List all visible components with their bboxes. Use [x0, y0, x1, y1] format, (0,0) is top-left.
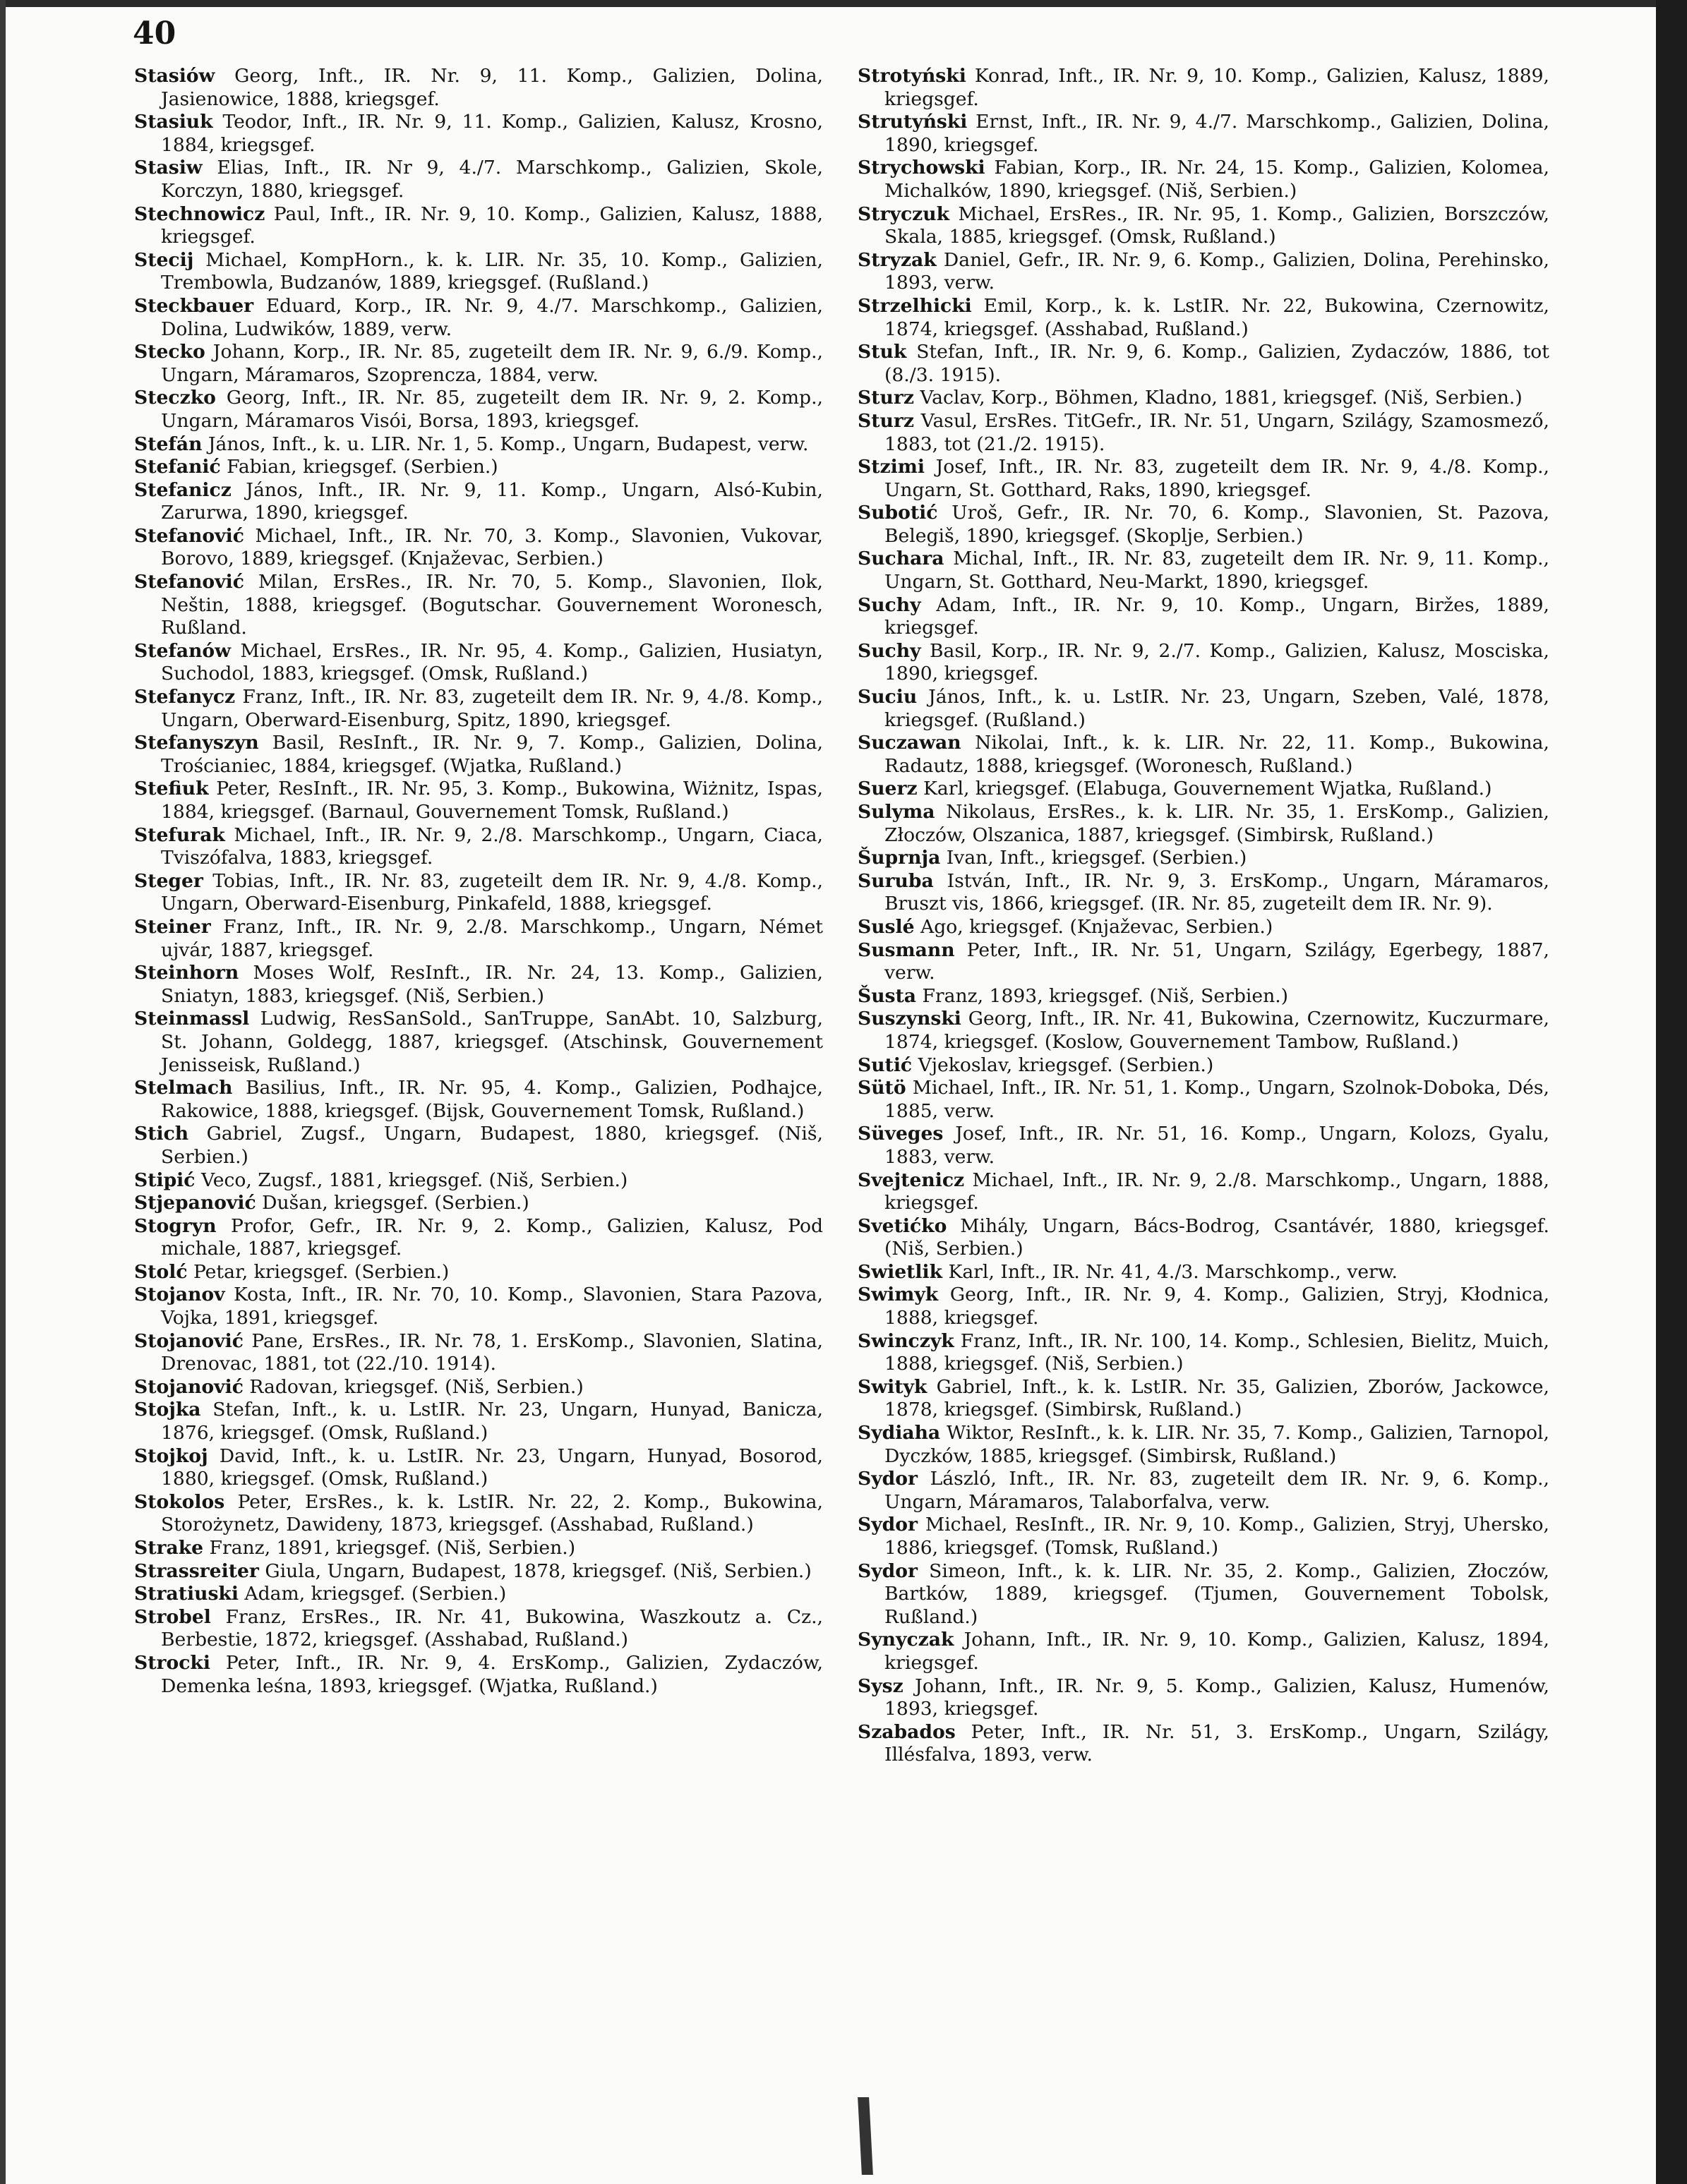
entry-details: Michael, ResInft., IR. Nr. 9, 10. Komp., Galizien, Stryj, Uhersko, 1886, kriegsgef. (Tomsk, Rußland.): [884, 1514, 1549, 1559]
list-entry: [134, 1606, 823, 1652]
list-entry: [134, 1560, 823, 1583]
entry-details: Nikolai, Inft., k. k. LIR. Nr. 22, 11. Komp., Bukowina, Radautz, 1888, kriegsgef. (Woronesch, Rußland.): [884, 732, 1549, 777]
entry-details: Johann, Korp., IR. Nr. 85, zugeteilt dem IR. Nr. 9, 6./9. Komp., Ungarn, Máramaros, Szoprencza, 1884, verw.: [161, 341, 823, 386]
list-entry: [858, 157, 1549, 203]
entry-details: János, Inft., k. u. LstIR. Nr. 23, Ungarn, Szeben, Valé, 1878, kriegsgef. (Rußland.): [884, 686, 1549, 731]
entry-surname: Subotić: [858, 502, 938, 524]
entry-details: Georg, Inft., IR. Nr. 85, zugeteilt dem IR. Nr. 9, 2. Komp., Ungarn, Máramaros Visói, Borsa, 1893, kriegsgef.: [161, 387, 823, 432]
list-entry: [858, 1560, 1549, 1629]
entry-surname: Strobel: [134, 1605, 211, 1628]
entry-details: Georg, Inft., IR. Nr. 41, Bukowina, Czernowitz, Kuczurmare, 1874, kriegsgef. (Koslow, Gouvernement Tambow, Rußland.): [884, 1008, 1549, 1053]
entry-details: Karl, Inft., IR. Nr. 41, 4./3. Marschkomp., verw.: [942, 1260, 1398, 1283]
list-entry: [134, 916, 823, 962]
page-number: 40: [133, 16, 176, 52]
list-entry: [858, 548, 1549, 593]
left-column: [134, 65, 823, 1698]
entry-surname: Stecko: [134, 341, 205, 363]
list-entry: [134, 525, 823, 571]
list-entry: [134, 157, 823, 203]
entry-surname: Strake: [134, 1537, 204, 1559]
list-entry: [134, 824, 823, 870]
entry-details: Michael, ErsRes., IR. Nr. 95, 1. Komp., Galizien, Borszczów, Skala, 1885, kriegsgef. (Omsk, Rußland.): [884, 203, 1549, 248]
list-entry: [858, 456, 1549, 502]
list-entry: [858, 1468, 1549, 1514]
entry-surname: Stzimi: [858, 456, 925, 478]
entry-surname: Svejtenicz: [858, 1169, 965, 1191]
list-entry: [134, 1192, 823, 1215]
list-entry: [858, 594, 1549, 640]
scan-right-edge: [1656, 0, 1687, 2184]
list-entry: [134, 1077, 823, 1123]
entry-details: Moses Wolf, ResInft., IR. Nr. 24, 13. Komp., Galizien, Sniatyn, 1883, kriegsgef. (Niš, Serbien.): [161, 962, 823, 1007]
entry-surname: Suczawan: [858, 732, 961, 754]
entry-details: Peter, Inft., IR. Nr. 9, 4. ErsKomp., Galizien, Zydaczów, Demenka leśna, 1893, kriegsgef. (Wjatka, Rußland.): [161, 1651, 823, 1697]
entry-details: Adam, Inft., IR. Nr. 9, 10. Komp., Ungarn, Biržes, 1889, kriegsgef.: [884, 593, 1549, 639]
entry-surname: Stojkoj: [134, 1444, 208, 1467]
entry-details: Ernst, Inft., IR. Nr. 9, 4./7. Marschkomp., Galizien, Dolina, 1890, kriegsgef.: [884, 111, 1549, 156]
entry-surname: Stasiów: [134, 65, 215, 87]
entry-details: Fabian, Korp., IR. Nr. 24, 15. Komp., Galizien, Kolomea, Michalków, 1890, kriegsgef. (Niš, Serbien.): [884, 157, 1549, 202]
entry-details: Ludwig, ResSanSold., SanTruppe, SanAbt. 10, Salzburg, St. Johann, Goldegg, 1887, kriegsgef. (Atschinsk, Gouvernement Jenisseisk, Rußland.): [161, 1008, 823, 1076]
entry-surname: Stechnowicz: [134, 203, 265, 225]
entry-details: Peter, Inft., IR. Nr. 51, 3. ErsKomp., Ungarn, Szilágy, Illésfalva, 1893, verw.: [884, 1720, 1549, 1766]
entry-surname: Sturz: [858, 409, 914, 432]
list-entry: [134, 1330, 823, 1376]
list-entry: [134, 1445, 823, 1491]
list-entry: [134, 1583, 823, 1606]
entry-details: Franz, Inft., IR. Nr. 9, 2./8. Marschkomp., Ungarn, Német ujvár, 1887, kriegsgef.: [161, 915, 823, 961]
entry-details: Mihály, Ungarn, Bács-Bodrog, Csantávér, 1880, kriegsgef. (Niš, Serbien.): [884, 1214, 1549, 1260]
list-entry: [134, 479, 823, 525]
entry-details: Daniel, Gefr., IR. Nr. 9, 6. Komp., Galizien, Dolina, Perehinsko, 1893, verw.: [884, 248, 1549, 294]
list-entry: [858, 1330, 1549, 1376]
list-entry: [858, 801, 1549, 847]
list-entry: [858, 778, 1549, 801]
entry-surname: Stasiuk: [134, 111, 213, 133]
entry-surname: Stefanów: [134, 639, 232, 662]
entry-surname: Steczko: [134, 387, 216, 409]
entry-surname: Strychowski: [858, 157, 985, 179]
entry-details: Michael, Inft., IR. Nr. 70, 3. Komp., Slavonien, Vukovar, Borovo, 1889, kriegsgef. (Knjaževac, Serbien.): [161, 524, 823, 570]
entry-details: Franz, 1893, kriegsgef. (Niš, Serbien.): [916, 984, 1289, 1007]
entry-details: Basilius, Inft., IR. Nr. 95, 4. Komp., Galizien, Podhajce, Rakowice, 1888, kriegsgef. (Bijsk, Gouvernement Tomsk, Rußland.): [161, 1077, 823, 1122]
entry-surname: Svetićko: [858, 1214, 947, 1237]
scan-top-edge: [0, 0, 1687, 7]
list-entry: [134, 1008, 823, 1077]
list-entry: [858, 870, 1549, 916]
list-entry: [858, 1054, 1549, 1078]
entry-surname: Suchy: [858, 593, 921, 616]
entry-surname: Steger: [134, 869, 203, 892]
entry-surname: Strotyński: [858, 65, 966, 87]
list-entry: [858, 410, 1549, 456]
list-entry: [858, 732, 1549, 778]
entry-details: Stefan, Inft., k. u. LstIR. Nr. 23, Ungarn, Hunyad, Banicza, 1876, kriegsgef. (Omsk, Rußland.): [161, 1399, 823, 1444]
entry-details: Kosta, Inft., IR. Nr. 70, 10. Komp., Slavonien, Stara Pazova, Vojka, 1891, kriegsgef.: [161, 1284, 823, 1329]
entry-details: Petar, kriegsgef. (Serbien.): [187, 1260, 450, 1283]
entry-surname: Suchara: [858, 548, 944, 570]
entry-details: Emil, Korp., k. k. LstIR. Nr. 22, Bukowina, Czernowitz, 1874, kriegsgef. (Asshabad, Rußland.): [884, 294, 1549, 340]
entry-surname: Stefurak: [134, 823, 225, 846]
entry-surname: Suszynski: [858, 1008, 961, 1030]
list-entry: [134, 65, 823, 111]
entry-details: Georg, Inft., IR. Nr. 9, 11. Komp., Galizien, Dolina, Jasienowice, 1888, kriegsgef.: [161, 65, 823, 110]
entry-surname: Suerz: [858, 778, 918, 800]
entry-details: Peter, Inft., IR. Nr. 51, Ungarn, Szilágy, Egerbegy, 1887, verw.: [884, 939, 1549, 984]
entry-surname: Stefanicz: [134, 478, 232, 501]
entry-surname: Strocki: [134, 1651, 210, 1674]
entry-surname: Suslé: [858, 915, 915, 938]
list-entry: [134, 732, 823, 778]
entry-surname: Šusta: [858, 984, 917, 1007]
entry-details: János, Inft., k. u. LIR. Nr. 1, 5. Komp., Ungarn, Budapest, verw.: [202, 433, 809, 455]
list-entry: [858, 1629, 1549, 1675]
scan-left-edge: [0, 0, 6, 2184]
entry-details: Elias, Inft., IR. Nr 9, 4./7. Marschkomp., Galizien, Skole, Korczyn, 1880, kriegsgef.: [161, 157, 823, 202]
list-entry: [858, 341, 1549, 387]
entry-surname: Stratiuski: [134, 1583, 239, 1605]
entry-surname: Sydor: [858, 1514, 918, 1536]
entry-surname: Suchy: [858, 639, 921, 662]
entry-surname: Swinczyk: [858, 1329, 954, 1352]
entry-details: Adam, kriegsgef. (Serbien.): [238, 1583, 507, 1605]
list-entry: [858, 1261, 1549, 1284]
list-entry: [858, 1721, 1549, 1767]
list-entry: [858, 1422, 1549, 1468]
list-entry: [134, 341, 823, 387]
list-entry: [858, 640, 1549, 686]
entry-surname: Stojanović: [134, 1329, 244, 1352]
list-entry: [134, 1169, 823, 1193]
entry-details: Milan, ErsRes., IR. Nr. 70, 5. Komp., Slavonien, Ilok, Neštin, 1888, kriegsgef. (Bogutschar. Gouvernement Woronesch, Rußland.: [161, 571, 823, 639]
list-entry: [858, 1514, 1549, 1559]
entry-surname: Stich: [134, 1123, 189, 1145]
list-entry: [858, 1169, 1549, 1215]
entry-surname: Steinhorn: [134, 962, 239, 984]
entry-details: Michael, Inft., IR. Nr. 51, 1. Komp., Ungarn, Szolnok-Doboka, Dés, 1885, verw.: [884, 1077, 1549, 1122]
entry-surname: Sydor: [858, 1559, 918, 1582]
entry-details: Karl, kriegsgef. (Elabuga, Gouvernement Wjatka, Rußland.): [917, 778, 1492, 800]
binding-mark: [858, 2097, 873, 2175]
entry-details: Peter, ErsRes., k. k. LstIR. Nr. 22, 2. Komp., Bukowina, Storożynetz, Dawideny, 1873, kriegsgef. (Asshabad, Rußland.): [161, 1490, 823, 1536]
list-entry: [858, 847, 1549, 870]
list-entry: [134, 249, 823, 295]
list-entry: [134, 778, 823, 823]
entry-details: Franz, ErsRes., IR. Nr. 41, Bukowina, Waszkoutz a. Cz., Berbestie, 1872, kriegsgef. (Asshabad, Rußland.): [161, 1605, 823, 1651]
entry-surname: Stuk: [858, 341, 907, 363]
entry-details: Uroš, Gefr., IR. Nr. 70, 6. Komp., Slavonien, St. Pazova, Belegiš, 1890, kriegsgef. (Skoplje, Serbien.): [884, 502, 1549, 547]
entry-surname: Stryzak: [858, 248, 937, 271]
list-entry: [858, 985, 1549, 1008]
entry-surname: Sutić: [858, 1054, 913, 1076]
entry-details: János, Inft., IR. Nr. 9, 11. Komp., Ungarn, Alsó-Kubin, Zarurwa, 1890, kriegsgef.: [161, 478, 823, 524]
entry-details: Franz, 1891, kriegsgef. (Niš, Serbien.): [203, 1537, 576, 1559]
entry-details: Eduard, Korp., IR. Nr. 9, 4./7. Marschkomp., Galizien, Dolina, Ludwików, 1889, verw.: [161, 294, 823, 340]
entry-details: Josef, Inft., IR. Nr. 83, zugeteilt dem IR. Nr. 9, 4./8. Komp., Ungarn, St. Gotthard, Raks, 1890, kriegsgef.: [884, 456, 1549, 501]
entry-details: Nikolaus, ErsRes., k. k. LIR. Nr. 35, 1. ErsKomp., Galizien, Złoczów, Olszanica, 1887, kriegsgef. (Simbirsk, Rußland.): [884, 801, 1549, 846]
list-entry: [134, 571, 823, 640]
entry-details: Vasul, ErsRes. TitGefr., IR. Nr. 51, Ungarn, Szilágy, Szamosmező, 1883, tot (21./2. 1915).: [884, 409, 1549, 455]
entry-details: Ivan, Inft., kriegsgef. (Serbien.): [940, 847, 1247, 869]
right-column: [858, 65, 1549, 1767]
entry-details: Teodor, Inft., IR. Nr. 9, 11. Komp., Galizien, Kalusz, Krosno, 1884, kriegsgef.: [161, 111, 823, 156]
entry-surname: Stefanić: [134, 456, 221, 478]
list-entry: [134, 1215, 823, 1261]
entry-details: Paul, Inft., IR. Nr. 9, 10. Komp., Galizien, Kalusz, 1888, kriegsgef.: [161, 203, 823, 248]
list-entry: [134, 686, 823, 732]
entry-surname: Swimyk: [858, 1284, 939, 1306]
entry-surname: Stjepanović: [134, 1192, 256, 1214]
entry-details: Michael, Inft., IR. Nr. 9, 2./8. Marschkomp., Ungarn, Ciaca, Tviszófalva, 1883, kriegsgef.: [161, 823, 823, 869]
entry-surname: Sulyma: [858, 801, 935, 823]
list-entry: [858, 1008, 1549, 1054]
entry-details: Konrad, Inft., IR. Nr. 9, 10. Komp., Galizien, Kalusz, 1889, kriegsgef.: [884, 65, 1549, 110]
list-entry: [858, 916, 1549, 939]
list-entry: [858, 387, 1549, 410]
entry-surname: Stelmach: [134, 1077, 233, 1099]
list-entry: [134, 433, 823, 457]
list-entry: [134, 1399, 823, 1444]
list-entry: [134, 962, 823, 1008]
list-entry: [858, 111, 1549, 157]
entry-surname: Susmann: [858, 939, 955, 961]
entry-details: Michael, Inft., IR. Nr. 9, 2./8. Marschkomp., Ungarn, 1888, kriegsgef.: [884, 1169, 1549, 1214]
list-entry: [134, 456, 823, 479]
list-entry: [858, 1284, 1549, 1329]
entry-surname: Strutyński: [858, 111, 968, 133]
entry-details: István, Inft., IR. Nr. 9, 3. ErsKomp., Ungarn, Máramaros, Bruszt vis, 1866, kriegsgef. (IR. Nr. 85, zugeteilt dem IR. Nr. 9).: [884, 869, 1549, 915]
entry-surname: Szabados: [858, 1720, 956, 1743]
entry-details: Michal, Inft., IR. Nr. 83, zugeteilt dem IR. Nr. 9, 11. Komp., Ungarn, St. Gotthard, Neu-Markt, 1890, kriegsgef.: [884, 548, 1549, 593]
entry-surname: Sütö: [858, 1077, 906, 1099]
entry-surname: Strassreiter: [134, 1559, 259, 1582]
entry-details: Franz, Inft., IR. Nr. 100, 14. Komp., Schlesien, Bielitz, Muich, 1888, kriegsgef. (Niš, Serbien.): [884, 1329, 1549, 1375]
entry-details: Peter, ResInft., IR. Nr. 95, 3. Komp., Bukowina, Wiżnitz, Ispas, 1884, kriegsgef. (Barnaul, Gouvernement Tomsk, Rußland.): [161, 778, 823, 823]
entry-surname: Stefiuk: [134, 778, 209, 800]
entry-surname: Synyczak: [858, 1629, 954, 1651]
list-entry: [134, 387, 823, 433]
entry-details: Basil, ResInft., IR. Nr. 9, 7. Komp., Galizien, Dolina, Trościaniec, 1884, kriegsgef. (Wjatka, Rußland.): [161, 732, 823, 777]
entry-details: Wiktor, ResInft., k. k. LIR. Nr. 35, 7. Komp., Galizien, Tarnopol, Dyczków, 1885, kriegsgef. (Simbirsk, Rußland.): [884, 1422, 1549, 1467]
entry-surname: Sysz: [858, 1675, 903, 1697]
list-entry: [134, 1123, 823, 1169]
entry-details: Radovan, kriegsgef. (Niš, Serbien.): [243, 1375, 584, 1398]
entry-surname: Šuprnja: [858, 847, 941, 869]
entry-surname: Stecij: [134, 248, 194, 271]
entry-details: Georg, Inft., IR. Nr. 9, 4. Komp., Galizien, Stryj, Kłodnica, 1888, kriegsgef.: [884, 1284, 1549, 1329]
list-entry: [858, 295, 1549, 341]
list-entry: [134, 1284, 823, 1329]
entry-surname: Stefanović: [134, 524, 244, 547]
entry-details: Michael, ErsRes., IR. Nr. 95, 4. Komp., Galizien, Husiatyn, Suchodol, 1883, kriegsgef. (Omsk, Rußland.): [161, 639, 823, 685]
list-entry: [134, 1537, 823, 1560]
entry-surname: Stefanović: [134, 571, 244, 593]
entry-surname: Stokolos: [134, 1490, 225, 1513]
entry-surname: Suruba: [858, 869, 934, 892]
entry-surname: Stefán: [134, 433, 203, 455]
list-entry: [134, 640, 823, 686]
entry-details: Michael, KompHorn., k. k. LIR. Nr. 35, 10. Komp., Galizien, Trembowla, Budzanów, 1889, kriegsgef. (Rußland.): [161, 248, 823, 294]
entry-surname: Stojanov: [134, 1284, 225, 1306]
list-entry: [134, 1491, 823, 1537]
list-entry: [858, 686, 1549, 732]
entry-details: Gabriel, Inft., k. k. LstIR. Nr. 35, Galizien, Zborów, Jackowce, 1878, kriegsgef. (Simbirsk, Rußland.): [884, 1375, 1549, 1421]
list-entry: [858, 1077, 1549, 1123]
list-entry: [134, 111, 823, 157]
list-entry: [858, 203, 1549, 249]
entry-details: Vjekoslav, kriegsgef. (Serbien.): [912, 1054, 1214, 1076]
entry-surname: Steiner: [134, 915, 211, 938]
entry-surname: Stasiw: [134, 157, 203, 179]
entry-surname: Stipić: [134, 1169, 196, 1191]
entry-details: Vaclav, Korp., Böhmen, Kladno, 1881, kriegsgef. (Niš, Serbien.): [913, 387, 1523, 409]
entry-details: Gabriel, Zugsf., Ungarn, Budapest, 1880, kriegsgef. (Niš, Serbien.): [161, 1123, 823, 1168]
entry-surname: Stryczuk: [858, 203, 950, 225]
entry-surname: Sydiaha: [858, 1422, 941, 1444]
list-entry: [858, 1123, 1549, 1169]
entry-details: David, Inft., k. u. LstIR. Nr. 23, Ungarn, Hunyad, Bosorod, 1880, kriegsgef. (Omsk, Rußland.): [161, 1444, 823, 1490]
entry-surname: Swityk: [858, 1375, 927, 1398]
list-entry: [134, 870, 823, 916]
entry-surname: Stefanycz: [134, 686, 236, 708]
entry-details: Basil, Korp., IR. Nr. 9, 2./7. Komp., Galizien, Kalusz, Mosciska, 1890, kriegsgef.: [884, 639, 1549, 685]
entry-details: Simeon, Inft., k. k. LIR. Nr. 35, 2. Komp., Galizien, Złoczów, Bartków, 1889, kriegsgef. (Tjumen, Gouvernement Tobolsk, Rußland.): [884, 1559, 1549, 1628]
entry-details: Franz, Inft., IR. Nr. 83, zugeteilt dem IR. Nr. 9, 4./8. Komp., Ungarn, Oberward-Eisenburg, Spitz, 1890, kriegsgef.: [161, 686, 823, 731]
entry-details: Pane, ErsRes., IR. Nr. 78, 1. ErsKomp., Slavonien, Slatina, Drenovac, 1881, tot (22./10. 1914).: [161, 1329, 823, 1375]
entry-surname: Stogryn: [134, 1214, 217, 1237]
entry-surname: Steckbauer: [134, 294, 254, 317]
entry-details: Dušan, kriegsgef. (Serbien.): [256, 1192, 529, 1214]
entry-details: Veco, Zugsf., 1881, kriegsgef. (Niš, Serbien.): [195, 1169, 628, 1191]
list-entry: [134, 295, 823, 341]
entry-details: Stefan, Inft., IR. Nr. 9, 6. Komp., Galizien, Zydaczów, 1886, tot (8./3. 1915).: [884, 341, 1549, 386]
list-entry: [858, 939, 1549, 985]
entry-surname: Steinmassl: [134, 1008, 250, 1030]
entry-surname: Sturz: [858, 387, 914, 409]
list-entry: [858, 1215, 1549, 1261]
entry-surname: Strzelhicki: [858, 294, 972, 317]
entry-surname: Süveges: [858, 1123, 944, 1145]
entry-surname: Stolć: [134, 1260, 188, 1283]
entry-surname: Sydor: [858, 1468, 918, 1490]
entry-surname: Stojka: [134, 1399, 201, 1421]
list-entry: [858, 249, 1549, 295]
list-entry: [858, 65, 1549, 111]
list-entry: [858, 502, 1549, 548]
entry-surname: Suciu: [858, 686, 918, 708]
list-entry: [858, 1376, 1549, 1422]
entry-details: Johann, Inft., IR. Nr. 9, 5. Komp., Galizien, Kalusz, Humenów, 1893, kriegsgef.: [884, 1675, 1549, 1720]
entry-details: Johann, Inft., IR. Nr. 9, 10. Komp., Galizien, Kalusz, 1894, kriegsgef.: [884, 1629, 1549, 1674]
entry-details: Ago, kriegsgef. (Knjaževac, Serbien.): [914, 915, 1273, 938]
entry-details: Josef, Inft., IR. Nr. 51, 16. Komp., Ungarn, Kolozs, Gyalu, 1883, verw.: [884, 1123, 1549, 1168]
entry-details: Fabian, kriegsgef. (Serbien.): [220, 456, 498, 478]
entry-details: Tobias, Inft., IR. Nr. 83, zugeteilt dem IR. Nr. 9, 4./8. Komp., Ungarn, Oberward-Eisenburg, Pinkafeld, 1888, kriegsgef.: [161, 869, 823, 915]
entry-details: László, Inft., IR. Nr. 83, zugeteilt dem IR. Nr. 9, 6. Komp., Ungarn, Máramaros, Talaborfalva, verw.: [884, 1468, 1549, 1513]
list-entry: [134, 1261, 823, 1284]
entry-details: Profor, Gefr., IR. Nr. 9, 2. Komp., Galizien, Kalusz, Pod michale, 1887, kriegsgef.: [161, 1214, 823, 1260]
list-entry: [858, 1675, 1549, 1721]
list-entry: [134, 1652, 823, 1698]
entry-surname: Stojanović: [134, 1375, 244, 1398]
list-entry: [134, 1376, 823, 1399]
entry-details: Giula, Ungarn, Budapest, 1878, kriegsgef. (Niš, Serbien.): [258, 1559, 812, 1582]
entry-surname: Stefanyszyn: [134, 732, 259, 754]
entry-surname: Swietlik: [858, 1260, 943, 1283]
list-entry: [134, 203, 823, 249]
